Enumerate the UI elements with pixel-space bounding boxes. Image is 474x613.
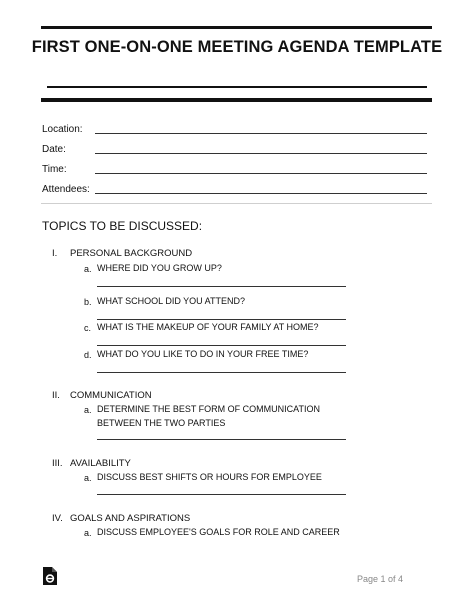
header-divider (41, 98, 432, 102)
answer-line[interactable] (97, 345, 346, 346)
section-number: III. (52, 458, 63, 469)
section-title: COMMUNICATION (70, 390, 152, 401)
answer-line[interactable] (97, 372, 346, 373)
section-title: GOALS AND ASPIRATIONS (70, 513, 191, 524)
section-number: II. (52, 390, 60, 401)
field-line-location[interactable] (95, 133, 427, 134)
field-label-location: Location: (42, 124, 83, 135)
title-blank-line[interactable] (47, 86, 427, 88)
field-label-time: Time: (42, 164, 67, 175)
question-text: DETERMINE THE BEST FORM OF COMMUNICATION BETWEEN THE TWO PARTIES (97, 404, 321, 428)
field-label-date: Date: (42, 144, 66, 155)
question-text: WHAT DO YOU LIKE TO DO IN YOUR FREE TIME? (97, 349, 309, 359)
eforms-logo-icon (42, 566, 58, 591)
section-number: I. (52, 248, 58, 259)
answer-line[interactable] (97, 319, 346, 320)
question-text: WHERE DID YOU GROW UP? (97, 263, 222, 273)
question-letter: b. (84, 297, 92, 307)
answer-line[interactable] (97, 439, 346, 440)
question-letter: a. (84, 405, 92, 415)
question-text: WHAT IS THE MAKEUP OF YOUR FAMILY AT HOME? (97, 322, 319, 332)
field-line-attendees[interactable] (95, 193, 427, 194)
field-label-attendees: Attendees: (42, 184, 90, 195)
top-rule (41, 26, 432, 29)
question-letter: a. (84, 473, 92, 483)
question-letter: c. (84, 323, 92, 333)
question-letter: d. (84, 350, 92, 360)
topics-heading: TOPICS TO BE DISCUSSED: (42, 219, 203, 233)
question-text: DISCUSS BEST SHIFTS OR HOURS FOR EMPLOYEE (97, 472, 322, 482)
page-number: Page 1 of 4 (357, 574, 404, 584)
field-line-time[interactable] (95, 173, 427, 174)
question-text: DISCUSS EMPLOYEE'S GOALS FOR ROLE AND CAREER (97, 527, 340, 537)
question-letter: a. (84, 264, 92, 274)
field-line-date[interactable] (95, 153, 427, 154)
section-title: PERSONAL BACKGROUND (70, 248, 193, 259)
question-letter: a. (84, 528, 92, 538)
fields-divider (41, 203, 432, 204)
section-number: IV. (52, 513, 63, 524)
section-title: AVAILABILITY (70, 458, 131, 469)
answer-line[interactable] (97, 494, 346, 495)
question-text: WHAT SCHOOL DID YOU ATTEND? (97, 296, 246, 306)
document-title: FIRST ONE-ON-ONE MEETING AGENDA TEMPLATE (31, 38, 443, 56)
answer-line[interactable] (97, 286, 346, 287)
